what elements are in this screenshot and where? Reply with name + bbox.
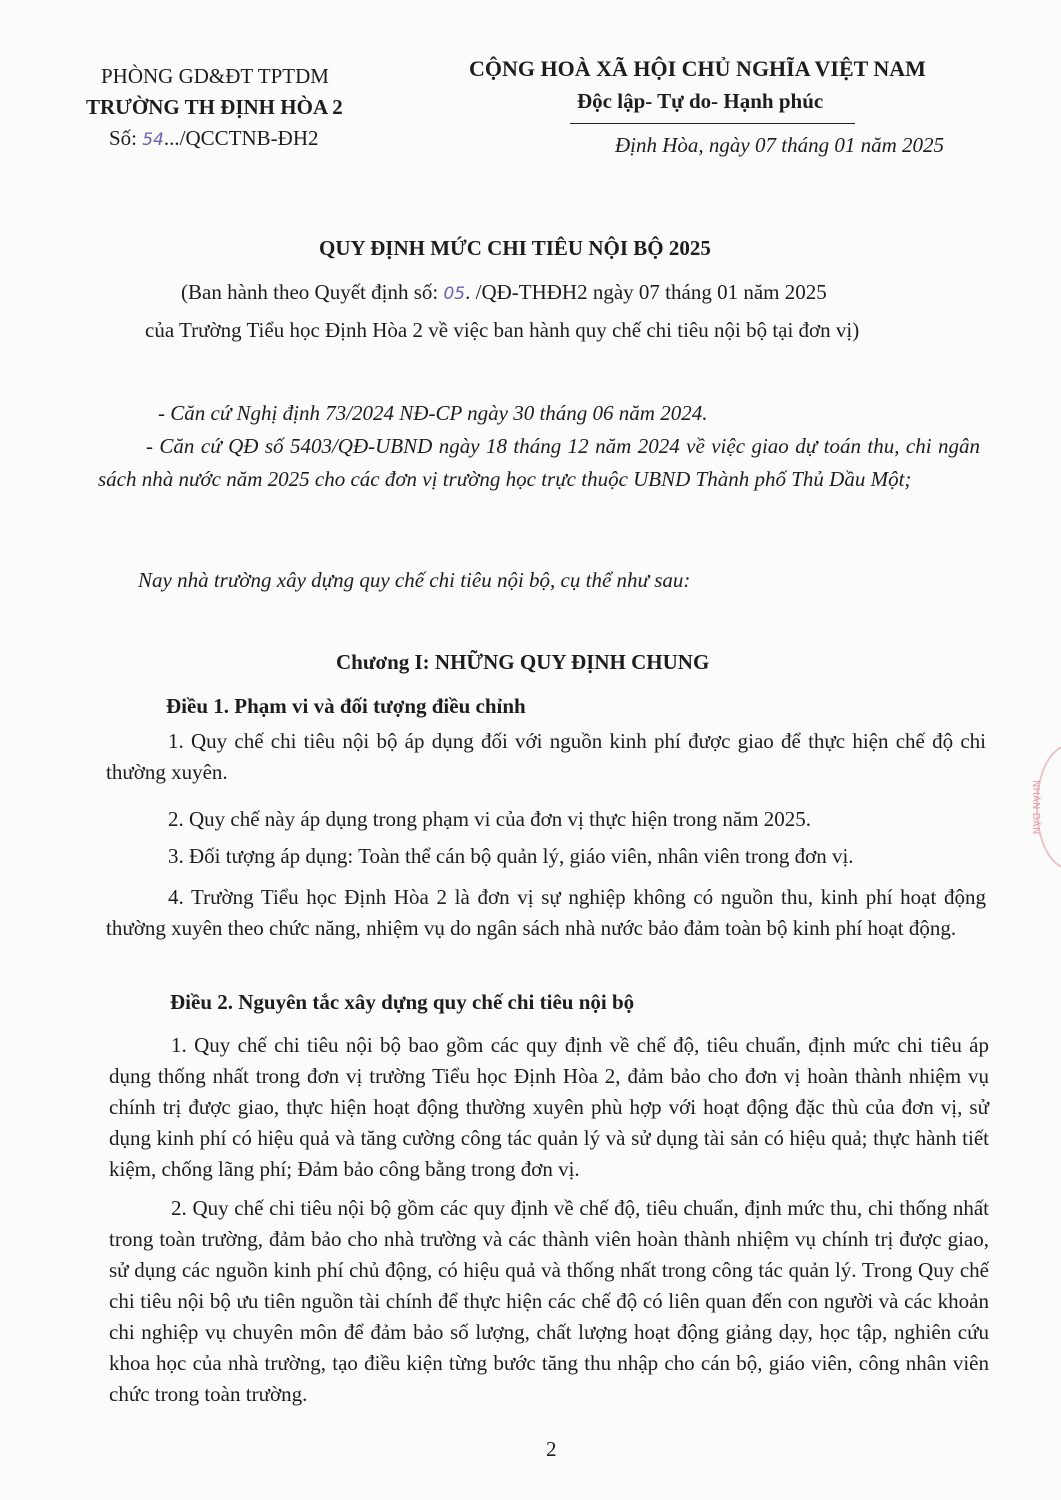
title-subtitle-line2: của Trường Tiểu học Định Hòa 2 về việc ban hành quy chế chi tiêu nội bộ tại đơn vị) [145, 318, 860, 342]
article-1-para-4 [106, 882, 986, 944]
subtitle-suffix: . /QĐ-THĐH2 ngày 07 tháng 01 năm 2025 [465, 280, 827, 304]
document-number-suffix: .../QCCTNB-ĐH2 [163, 126, 319, 150]
article-1-para-2 [106, 804, 986, 835]
page-number: 2 [546, 1437, 557, 1461]
stamp-text: NHÂN DÂN [1030, 780, 1041, 835]
article-1-title: Điều 1. Phạm vi và đối tượng điều chỉnh [166, 694, 526, 718]
motto-underline [570, 123, 855, 124]
basis-decision [98, 430, 980, 496]
national-motto: Độc lập- Tự do- Hạnh phúc [577, 89, 824, 113]
document-number [109, 124, 319, 154]
issue-date: Định Hòa, ngày 07 tháng 01 năm 2025 [615, 133, 944, 157]
article-2-para-2-text: 2. Quy chế chi tiêu nội bộ gồm các quy định về chế độ, tiêu chuẩn, định mức thu, chi thống nhất trong toàn trường, đảm bảo cho nhà trường và các thành viên hoàn thành nhiệm vụ chính trị được giao, sử dụng các nguồn kinh phí chủ động, có hiệu quả và thống nhất trong công tác quản lý. Trong Quy chế chi tiêu nội bộ ưu tiên nguồn tài chính để thực hiện các chế độ có liên quan đến con người và các khoản chi nghiệp vụ chuyên môn để đảm bảo số lượng, chất lượng hoạt động giảng dạy, học tập, nghiên cứu khoa học của nhà trường, tạo điều kiện từng bước tăng thu nhập cho cán bộ, giáo viên, công nhân viên chức trong toàn trường. [109, 1196, 989, 1406]
chapter-title: Chương I: NHỮNG QUY ĐỊNH CHUNG [336, 650, 710, 674]
article-1-para-1 [106, 726, 986, 788]
handwritten-number: 54 [142, 130, 164, 150]
article-1-para-1-text: 1. Quy chế chi tiêu nội bộ áp dụng đối với nguồn kinh phí được giao để thực hiện chế độ chi thường xuyên. [106, 729, 986, 784]
article-2-para-1-text: 1. Quy chế chi tiêu nội bộ bao gồm các quy định về chế độ, tiêu chuẩn, định mức chi tiêu áp dụng thống nhất trong đơn vị trường Tiểu học Định Hòa 2, đảm bảo cho đơn vị hoàn thành nhiệm vụ chính trị được giao, thực hiện hoạt động thường xuyên phù hợp với hoạt động đặc thù của đơn vị, sử dụng kinh phí có hiệu quả và tăng cường công tác quản lý và sử dụng tài sản có hiệu quả; thực hành tiết kiệm, chống lãng phí; Đảm bảo công bằng trong đơn vị. [109, 1033, 989, 1181]
dept-name: PHÒNG GD&ĐT TPTDM [101, 64, 329, 88]
handwritten-decision-number: 05 [443, 284, 466, 304]
document-title: QUY ĐỊNH MỨC CHI TIÊU NỘI BỘ 2025 [319, 236, 711, 260]
article-1-para-3-text: 3. Đối tượng áp dụng: Toàn thể cán bộ quản lý, giáo viên, nhân viên trong đơn vị. [168, 844, 854, 868]
school-name: TRƯỜNG TH ĐỊNH HÒA 2 [86, 95, 343, 119]
title-subtitle-line1 [181, 280, 827, 305]
basis-decision-text: - Căn cứ QĐ số 5403/QĐ-UBND ngày 18 tháng 12 năm 2024 về việc giao dự toán thu, chi ngân sách nhà nước năm 2025 cho các đơn vị trường học trực thuộc UBND Thành phố Thủ Dầu Một; [98, 434, 980, 491]
document-number-prefix: Số: [109, 126, 143, 150]
nation-name: CỘNG HOÀ XÃ HỘI CHỦ NGHĨA VIỆT NAM [469, 56, 926, 81]
subtitle-prefix: (Ban hành theo Quyết định số: [181, 280, 444, 304]
article-1-para-4-text: 4. Trường Tiểu học Định Hòa 2 là đơn vị sự nghiệp không có nguồn thu, kinh phí hoạt động thường xuyên theo chức năng, nhiệm vụ do ngân sách nhà nước bảo đảm toàn bộ kinh phí hoạt động. [106, 885, 986, 940]
article-2-para-1 [109, 1030, 989, 1185]
article-1-para-2-text: 2. Quy chế này áp dụng trong phạm vi của đơn vị thực hiện trong năm 2025. [168, 807, 812, 831]
article-1-para-3 [106, 841, 986, 872]
basis-intro: Nay nhà trường xây dựng quy chế chi tiêu nội bộ, cụ thể như sau: [138, 568, 691, 592]
article-2-title: Điều 2. Nguyên tắc xây dựng quy chế chi tiêu nội bộ [170, 990, 635, 1014]
article-2-para-2 [109, 1193, 989, 1410]
basis-decree: - Căn cứ Nghị định 73/2024 NĐ-CP ngày 30 tháng 06 năm 2024. [158, 401, 708, 425]
